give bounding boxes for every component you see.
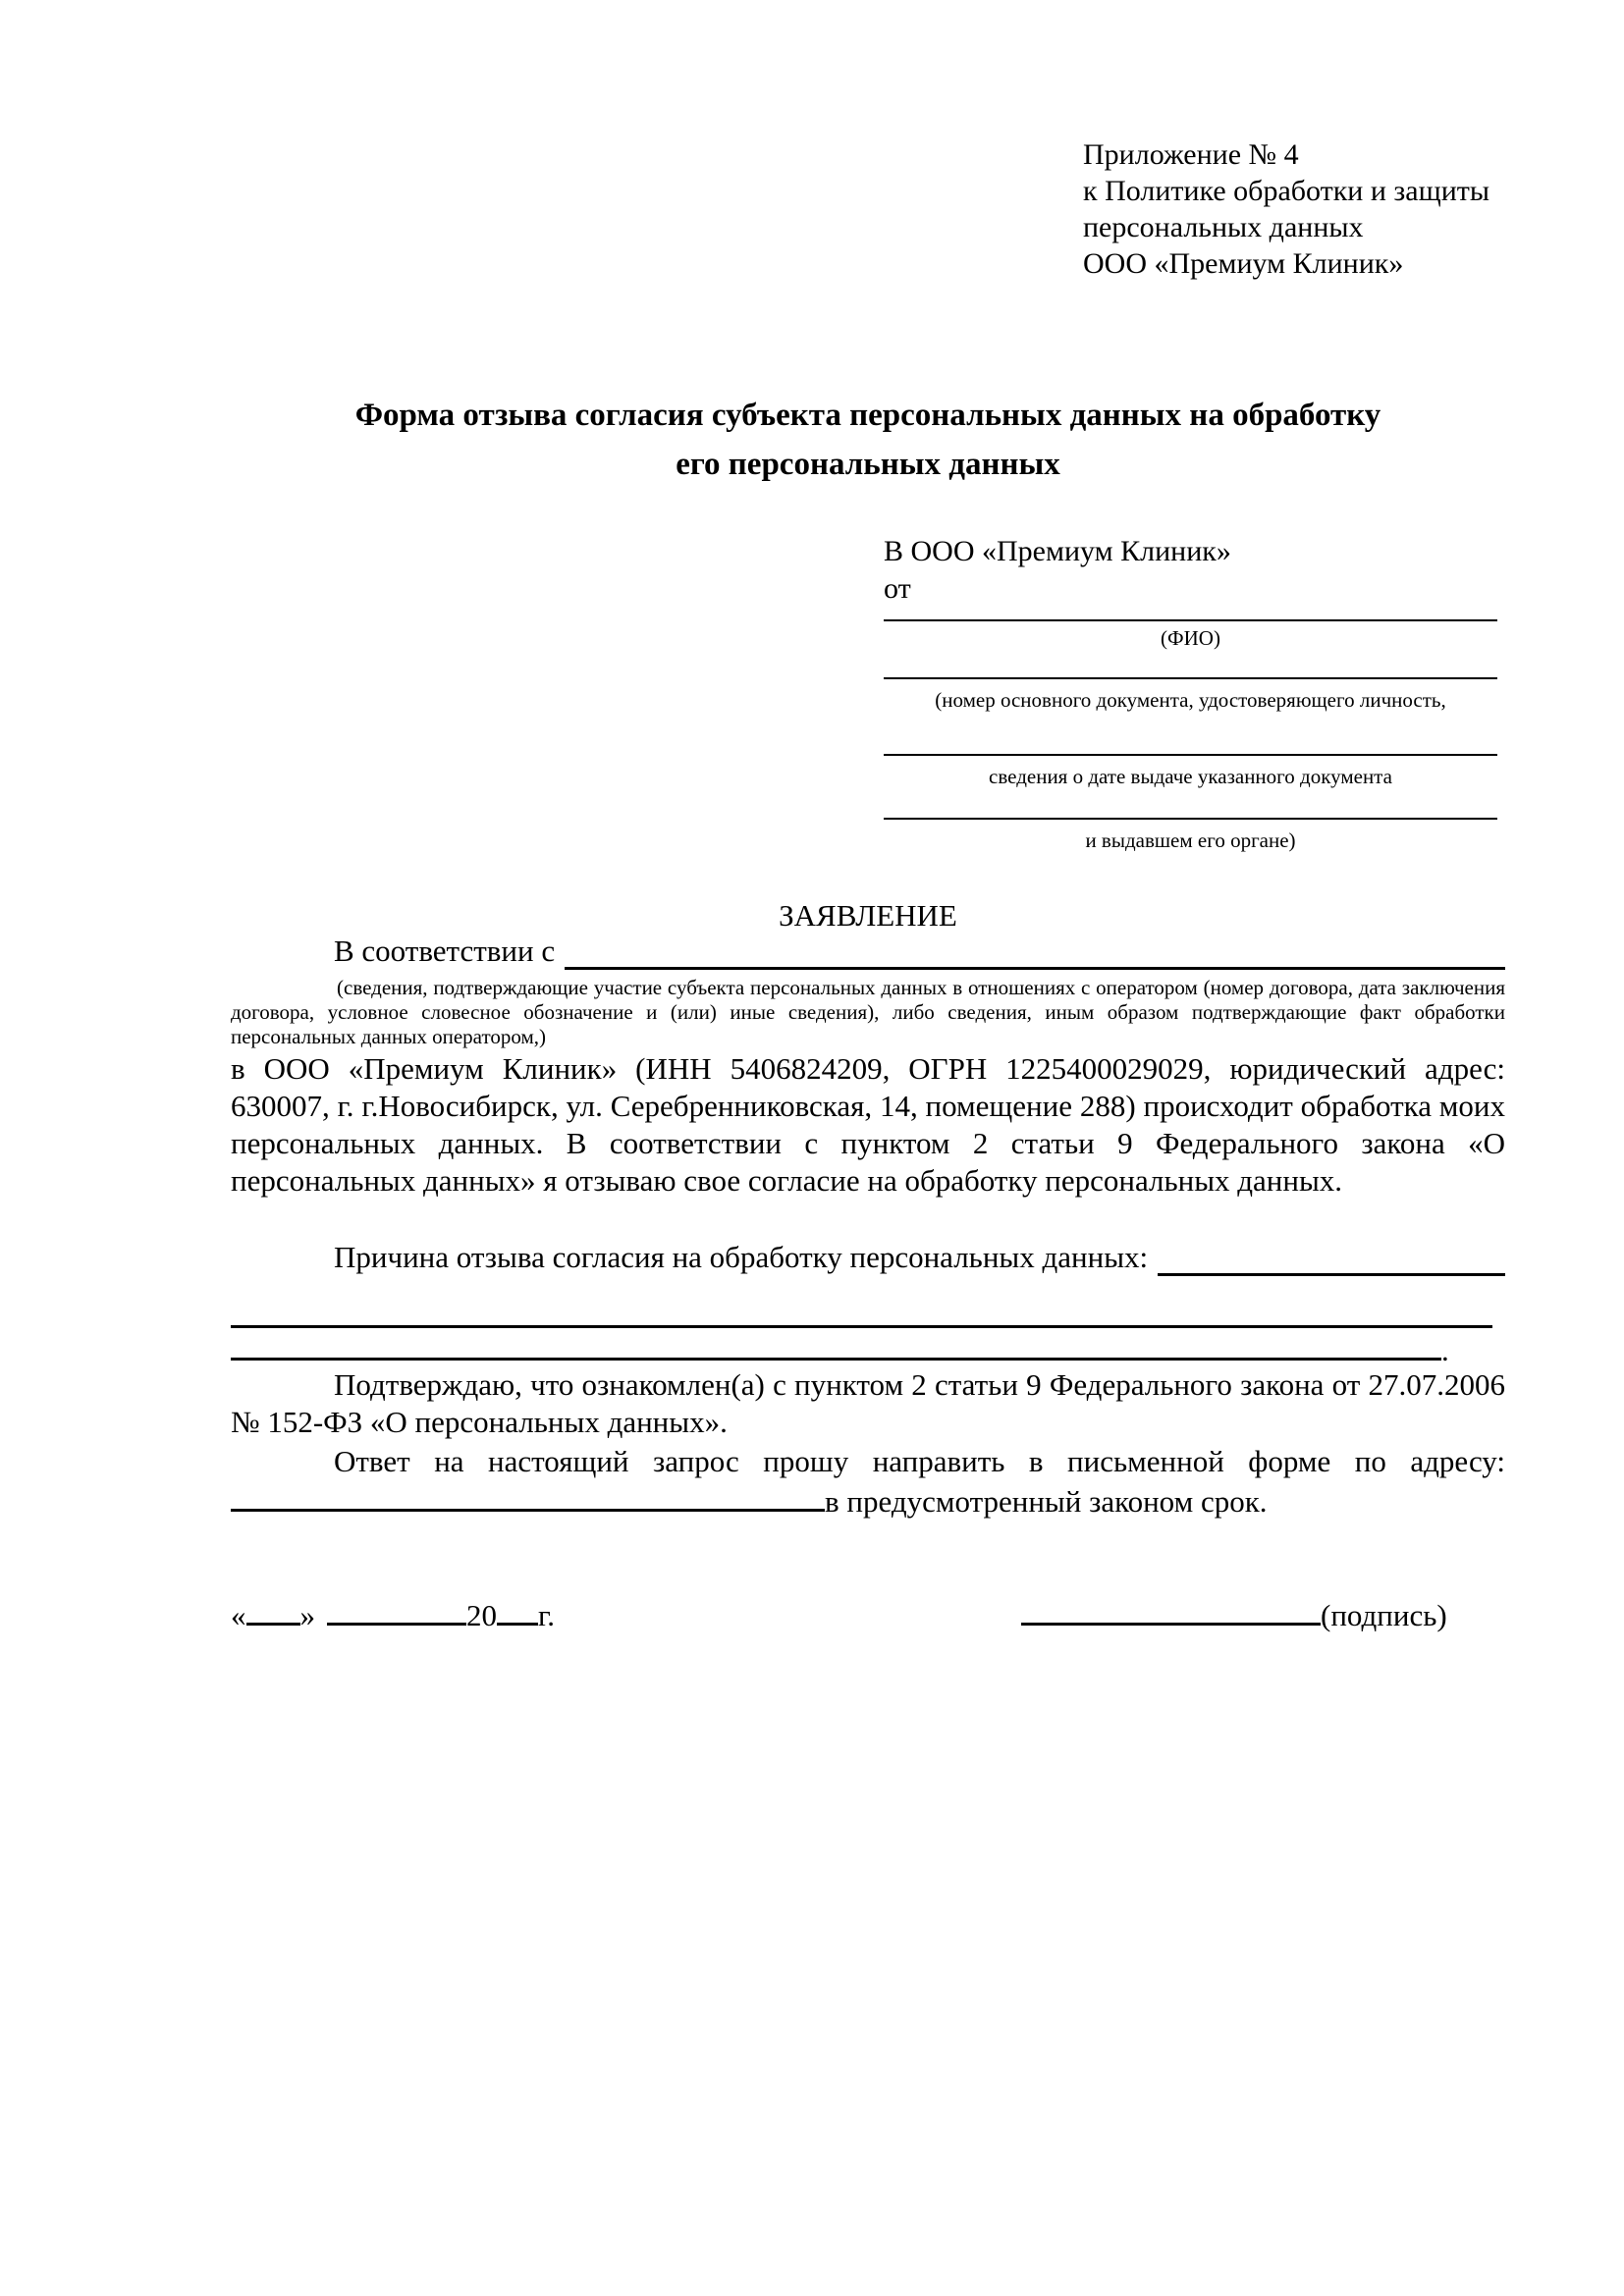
month-blank-line — [327, 1592, 466, 1626]
signature-blank-line — [1021, 1592, 1321, 1626]
appendix-header — [1083, 136, 1489, 282]
appendix-header-line: Приложение № 4 — [1083, 138, 1299, 171]
intro-line — [231, 933, 1505, 970]
issue-date-field-line — [884, 713, 1497, 756]
document-number-caption: (номер основного документа, удостоверяющего личность, — [935, 688, 1446, 712]
issuing-authority-caption: и выдавшем его органе) — [1085, 828, 1296, 852]
issue-date-caption: сведения о дате выдаче указанного документа — [989, 765, 1392, 788]
quote-close: » — [299, 1598, 315, 1632]
reason-blank-line — [1158, 1239, 1505, 1276]
confirmation-paragraph: Подтверждаю, что ознакомлен(а) с пунктом 2 статьи 9 Федерального закона от 27.07.2006 № 152-ФЗ «О персональных данных». — [231, 1367, 1505, 1439]
reason-line — [231, 1239, 1505, 1276]
blank-line-rule — [231, 1327, 1441, 1361]
addressee-from-label: от — [884, 572, 911, 605]
reply-address-line — [231, 1478, 1505, 1521]
blank-writing-line — [231, 1288, 1492, 1328]
document-title — [231, 391, 1505, 489]
blank-writing-line-with-period — [231, 1327, 1505, 1368]
document-title-line: Форма отзыва согласия субъекта персональных данных на обработку — [354, 398, 1381, 433]
appendix-header-line: ООО «Премиум Клиник» — [1083, 247, 1404, 280]
reason-label: Причина отзыва согласия на обработку персональных данных: — [334, 1240, 1149, 1274]
reply-suffix: в предусмотренный законом срок. — [825, 1484, 1268, 1519]
address-blank-line — [231, 1478, 825, 1512]
year-prefix: 20 — [466, 1598, 497, 1632]
year-suffix: г. — [538, 1598, 555, 1632]
appendix-header-line: персональных данных — [1083, 211, 1364, 243]
reply-request-line: Ответ на настоящий запрос прошу направить в письменной форме по адресу: — [334, 1444, 1505, 1478]
intro-prefix: В соответствии с — [334, 934, 556, 968]
year-blank-line — [497, 1592, 538, 1626]
period-text: . — [1441, 1333, 1449, 1367]
fio-field-line — [884, 608, 1497, 621]
quote-open: « — [231, 1598, 246, 1632]
document-number-field-line — [884, 651, 1497, 679]
signature-caption: (подпись) — [1321, 1598, 1447, 1632]
appendix-header-line: к Политике обработки и защиты — [1083, 175, 1490, 207]
document-title-line: его персональных данных — [676, 447, 1060, 482]
issuing-authority-field-line — [884, 789, 1497, 820]
signature-field — [1021, 1592, 1447, 1635]
day-blank-line — [246, 1592, 300, 1626]
fio-caption: (ФИО) — [1161, 626, 1220, 650]
date-field — [231, 1592, 555, 1635]
addressee-block — [884, 533, 1497, 853]
explanatory-note: (сведения, подтверждающие участие субъекта персональных данных в отношениях с оператором (номер договора, дата заключения договора, условное словесное обозначение и (или) иные сведения), либо сведения, иным образом подтверждающие факт обработки персональных данных оператором,) — [231, 976, 1505, 1048]
intro-blank-line — [565, 933, 1505, 970]
statement-heading: ЗАЯВЛЕНИЕ — [779, 898, 957, 933]
body-paragraph: в ООО «Премиум Клиник» (ИНН 5406824209, ОГРН 1225400029029, юридический адрес: 630007, г. г.Новосибирск, ул. Серебренниковская, 14, помещение 288) происходит обработка моих персональных данных. В соответствии с пунктом 2 статьи 9 Федерального закона «О персональных данных» я отзываю свое согласие на обработку персональных данных. — [231, 1051, 1505, 1198]
addressee-to: В ООО «Премиум Клиник» — [884, 535, 1231, 567]
